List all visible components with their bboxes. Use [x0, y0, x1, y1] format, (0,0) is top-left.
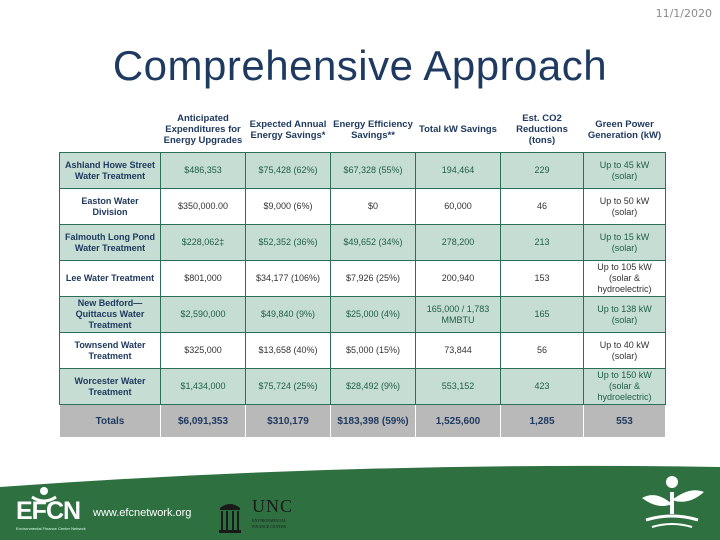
totals-expenditures: $6,091,353 — [161, 405, 246, 438]
expenditure-cell: $350,000.00 — [161, 189, 246, 225]
co2-cell: 423 — [501, 369, 584, 405]
annual-savings-cell: $75,428 (62%) — [246, 153, 331, 189]
table-row — [60, 297, 666, 333]
expenditure-cell: $486,353 — [161, 153, 246, 189]
unc-logo-subtext — [252, 518, 286, 530]
table-row — [60, 369, 666, 405]
green-power-cell: Up to 15 kW (solar) — [584, 225, 666, 261]
totals-green-power: 553 — [584, 405, 666, 438]
kw-savings-cell: 194,464 — [416, 153, 501, 189]
unc-logo-text: UNC — [252, 496, 294, 516]
annual-savings-cell: $34,177 (106%) — [246, 261, 331, 297]
footer-band — [0, 465, 720, 540]
totals-row — [60, 405, 666, 438]
table-row — [60, 333, 666, 369]
efficiency-savings-cell: $5,000 (15%) — [331, 333, 416, 369]
facility-name: Easton Water Division — [60, 189, 161, 225]
unc-old-well-icon — [218, 498, 242, 534]
table-row — [60, 225, 666, 261]
efficiency-savings-cell: $0 — [331, 189, 416, 225]
efficiency-savings-cell: $7,926 (25%) — [331, 261, 416, 297]
totals-co2: 1,285 — [501, 405, 584, 438]
efcn-logo-subtext: Environmental Finance Center Network — [16, 526, 86, 531]
annual-savings-cell: $13,658 (40%) — [246, 333, 331, 369]
header-co2-reductions: Est. CO2 Reductions (tons) — [501, 107, 584, 153]
co2-cell: 213 — [501, 225, 584, 261]
header-kw-savings: Total kW Savings — [416, 107, 501, 153]
facility-name: Worcester Water Treatment — [60, 369, 161, 405]
efficiency-savings-cell: $49,652 (34%) — [331, 225, 416, 261]
facility-name: New Bedford—Quittacus Water Treatment — [60, 297, 161, 333]
expenditure-cell: $325,000 — [161, 333, 246, 369]
facility-name: Ashland Howe Street Water Treatment — [60, 153, 161, 189]
table-row — [60, 261, 666, 297]
expenditure-cell: $228,062‡ — [161, 225, 246, 261]
annual-savings-cell: $9,000 (6%) — [246, 189, 331, 225]
green-power-cell: Up to 138 kW (solar) — [584, 297, 666, 333]
unc-subtext-line-2: FINANCE CENTER — [252, 524, 286, 529]
totals-annual-savings: $310,179 — [246, 405, 331, 438]
footer-url-link[interactable]: www.efcnetwork.org — [93, 507, 192, 519]
facility-name: Falmouth Long Pond Water Treatment — [60, 225, 161, 261]
co2-cell: 229 — [501, 153, 584, 189]
energy-table-container — [59, 107, 665, 438]
table-row — [60, 189, 666, 225]
header-green-power: Green Power Generation (kW) — [584, 107, 666, 153]
energy-upgrades-table — [59, 107, 666, 438]
footer-wave-shape — [0, 465, 720, 495]
kw-savings-cell: 73,844 — [416, 333, 501, 369]
kw-savings-cell: 165,000 / 1,783 MMBTU — [416, 297, 501, 333]
co2-cell: 153 — [501, 261, 584, 297]
green-power-cell: Up to 150 kW (solar & hydroelectric) — [584, 369, 666, 405]
efcn-logo-text: EFCN — [16, 497, 81, 525]
annual-savings-cell: $49,840 (9%) — [246, 297, 331, 333]
kw-savings-cell: 278,200 — [416, 225, 501, 261]
annual-savings-cell: $75,724 (25%) — [246, 369, 331, 405]
expenditure-cell: $1,434,000 — [161, 369, 246, 405]
green-power-cell: Up to 40 kW (solar) — [584, 333, 666, 369]
totals-label: Totals — [60, 405, 161, 438]
expenditure-cell: $801,000 — [161, 261, 246, 297]
slide-date: 11/1/2020 — [655, 7, 712, 20]
header-facility — [60, 107, 161, 153]
efficiency-savings-cell: $28,492 (9%) — [331, 369, 416, 405]
co2-cell: 46 — [501, 189, 584, 225]
co2-cell: 165 — [501, 297, 584, 333]
kw-savings-cell: 553,152 — [416, 369, 501, 405]
facility-name: Townsend Water Treatment — [60, 333, 161, 369]
annual-savings-cell: $52,352 (36%) — [246, 225, 331, 261]
unc-subtext-line-1: ENVIRONMENTAL — [252, 518, 287, 523]
sprout-logo-icon — [636, 470, 708, 532]
green-power-cell: Up to 45 kW (solar) — [584, 153, 666, 189]
totals-kw-savings: 1,525,600 — [416, 405, 501, 438]
facility-name: Lee Water Treatment — [60, 261, 161, 297]
efficiency-savings-cell: $25,000 (4%) — [331, 297, 416, 333]
green-power-cell: Up to 105 kW (solar & hydroelectric) — [584, 261, 666, 297]
table-row — [60, 153, 666, 189]
green-power-cell: Up to 50 kW (solar) — [584, 189, 666, 225]
efficiency-savings-cell: $67,328 (55%) — [331, 153, 416, 189]
header-efficiency-savings: Energy Efficiency Savings** — [331, 107, 416, 153]
kw-savings-cell: 200,940 — [416, 261, 501, 297]
table-header-row — [60, 107, 666, 153]
header-annual-savings: Expected Annual Energy Savings* — [246, 107, 331, 153]
kw-savings-cell: 60,000 — [416, 189, 501, 225]
totals-efficiency-savings: $183,398 (59%) — [331, 405, 416, 438]
expenditure-cell: $2,590,000 — [161, 297, 246, 333]
header-expenditures: Anticipated Expenditures for Energy Upgrades — [161, 107, 246, 153]
slide-title: Comprehensive Approach — [112, 42, 608, 89]
co2-cell: 56 — [501, 333, 584, 369]
